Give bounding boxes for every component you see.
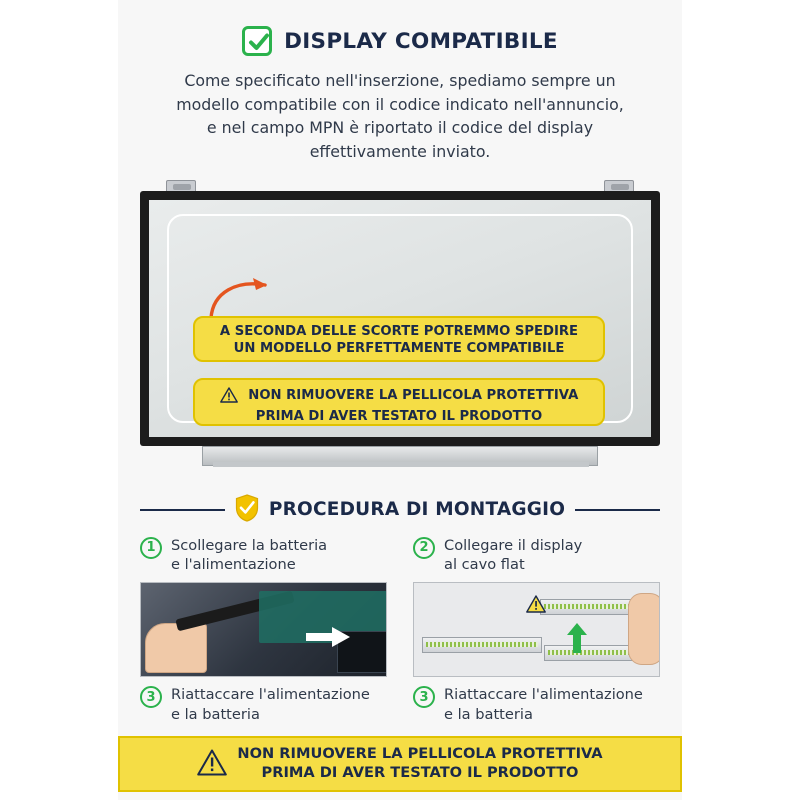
white-arrow-icon: [306, 627, 350, 651]
step-3-right-line-2: e la batteria: [444, 705, 533, 723]
step-1-line-2: e l'alimentazione: [171, 556, 296, 573]
intro-line-2: modello compatibile con il codice indicato nell'annuncio,: [176, 94, 624, 114]
step-3-right-line-1: Riattaccare l'alimentazione: [444, 686, 643, 704]
step-2-number: 2: [413, 537, 435, 559]
footer-warning-text: [237, 745, 602, 783]
footer-warning-line-1: NON RIMUOVERE LA PELLICOLA PROTETTIVA: [237, 745, 603, 763]
intro-paragraph: [140, 69, 660, 164]
step-2-text: [444, 536, 582, 575]
divider-left: [140, 509, 225, 511]
compatibility-banner-line-1: A SECONDA DELLE SCORTE POTREMMO SPEDIRE: [219, 323, 579, 339]
footer-warning-banner: [118, 736, 682, 792]
check-box-icon: [242, 26, 272, 56]
step-2-line-1: Collegare il display: [444, 536, 583, 554]
intro-line-4: effettivamente inviato.: [309, 142, 491, 162]
right-margin: [682, 0, 800, 800]
flat-cable-strip-top: [540, 599, 636, 615]
film-warning-line-1-row: [195, 387, 603, 409]
page-title: DISPLAY COMPATIBILE: [284, 28, 558, 54]
intro-line-1: Come specificato nell'inserzione, spediamo sempre un: [184, 71, 616, 90]
hand-shape: [145, 623, 207, 673]
warning-triangle-icon: [220, 387, 238, 409]
step-3-right-number: 3: [413, 686, 435, 708]
steps-bottom: [140, 685, 660, 724]
left-margin: [0, 0, 118, 800]
step-3-right-text: [444, 685, 643, 724]
display-panel-illustration: [140, 180, 660, 480]
shield-icon: [235, 494, 259, 526]
panel-bottom-bezel: [202, 446, 598, 466]
step-3-right: [413, 685, 660, 724]
compatibility-banner-line-2: UN MODELLO PERFETTAMENTE COMPATIBILE: [233, 340, 565, 356]
compatibility-banner: [193, 316, 605, 362]
divider-right: [575, 509, 660, 511]
intro-line-3: e nel campo MPN è riportato il codice del display: [206, 118, 594, 138]
step-3-left: [140, 685, 387, 724]
flat-cable-strip-left: [422, 637, 542, 653]
finger-shape: [628, 593, 660, 665]
step-3-left-line-1: Riattaccare l'alimentazione: [171, 686, 370, 704]
warning-triangle-icon: [526, 595, 546, 617]
step-photos: [140, 582, 660, 677]
step-1-line-1: Scollegare la batteria: [171, 536, 328, 554]
step-3-left-text: [171, 685, 370, 724]
step-2: [413, 536, 660, 575]
flat-cable-photo: [413, 582, 660, 677]
step-3-left-number: 3: [140, 686, 162, 708]
film-warning-line-2: PRIMA DI AVER TESTATO IL PRODOTTO: [255, 408, 543, 424]
procedure-title: PROCEDURA DI MONTAGGIO: [268, 499, 566, 521]
steps-top: [140, 536, 660, 575]
laptop-battery-photo: [140, 582, 387, 677]
film-warning-line-1: NON RIMUOVERE LA PELLICOLA PROTETTIVA: [248, 387, 579, 403]
step-1-text: [171, 536, 327, 575]
footer-warning-line-2: PRIMA DI AVER TESTATO IL PRODOTTO: [261, 764, 579, 781]
panel-body: [140, 191, 660, 446]
step-2-line-2: al cavo flat: [444, 556, 525, 573]
procedure-header: [140, 494, 660, 526]
warning-triangle-icon: [197, 749, 227, 780]
film-warning-banner: [193, 378, 605, 426]
header: [118, 0, 682, 56]
curved-arrow-icon: [207, 274, 277, 322]
step-1: [140, 536, 387, 575]
panel-screen: [149, 200, 651, 437]
green-up-arrow-icon: [566, 623, 588, 657]
content-column: [118, 0, 682, 800]
step-1-number: 1: [140, 537, 162, 559]
step-3-left-line-2: e la batteria: [171, 705, 260, 723]
